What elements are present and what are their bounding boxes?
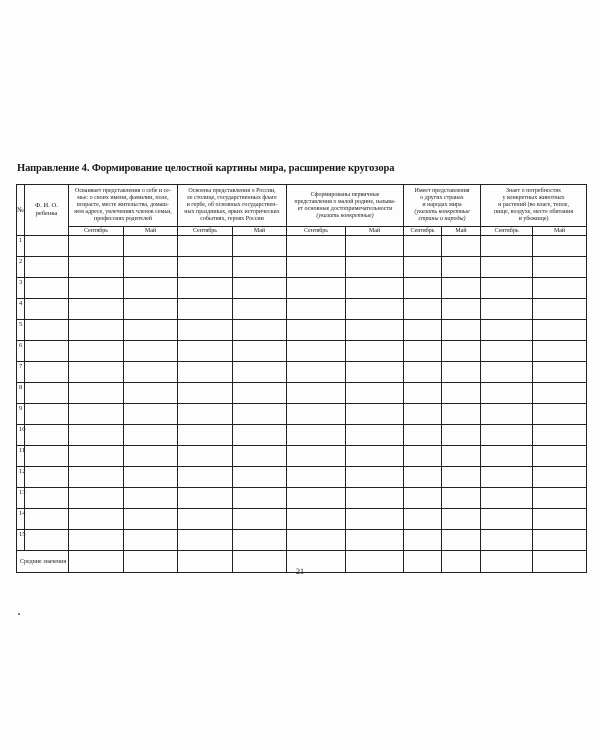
score-cell[interactable] <box>178 299 233 320</box>
table-row <box>17 236 587 257</box>
criterion-header-family: Осваивает представления о себе и се- мье: о своих имени, фамилии, поле, возрасте, месте жительства, домаш- нем адресе, увлечениях членов семьи, профессиях родителей <box>69 185 178 227</box>
score-cell[interactable] <box>178 278 233 299</box>
score-cell[interactable] <box>69 467 124 488</box>
score-cell[interactable] <box>346 362 404 383</box>
score-cell[interactable] <box>287 404 346 425</box>
score-cell[interactable] <box>346 320 404 341</box>
score-cell[interactable] <box>442 425 481 446</box>
score-cell[interactable] <box>287 383 346 404</box>
table-row <box>17 425 587 446</box>
table-row <box>17 341 587 362</box>
score-cell[interactable] <box>404 509 442 530</box>
period-header-may: Май <box>533 227 587 236</box>
score-cell[interactable] <box>481 299 533 320</box>
row-number: 10 <box>17 425 25 446</box>
table-row <box>17 320 587 341</box>
score-cell[interactable] <box>346 383 404 404</box>
score-cell[interactable] <box>69 320 124 341</box>
score-cell[interactable] <box>404 425 442 446</box>
row-number: 3 <box>17 278 25 299</box>
page-number: 21 <box>296 567 304 576</box>
score-cell[interactable] <box>178 320 233 341</box>
score-cell[interactable] <box>178 257 233 278</box>
score-cell[interactable] <box>124 257 178 278</box>
score-cell[interactable] <box>346 404 404 425</box>
score-cell[interactable] <box>346 341 404 362</box>
table-row <box>17 509 587 530</box>
score-cell[interactable] <box>178 446 233 467</box>
score-cell[interactable] <box>233 530 287 551</box>
period-header-may: Май <box>124 227 178 236</box>
score-cell[interactable] <box>69 509 124 530</box>
score-cell[interactable] <box>404 299 442 320</box>
score-cell[interactable] <box>533 509 587 530</box>
score-cell[interactable] <box>124 425 178 446</box>
table-row <box>17 530 587 551</box>
score-cell[interactable] <box>287 257 346 278</box>
score-cell[interactable] <box>404 530 442 551</box>
score-cell[interactable] <box>481 404 533 425</box>
scan-speck <box>18 613 20 615</box>
period-header-september: Сентябрь <box>69 227 124 236</box>
score-cell[interactable] <box>533 383 587 404</box>
score-cell[interactable] <box>69 257 124 278</box>
child-name-cell[interactable] <box>25 362 69 383</box>
score-cell[interactable] <box>481 341 533 362</box>
assessment-table <box>16 184 587 573</box>
score-cell[interactable] <box>124 404 178 425</box>
score-cell[interactable] <box>533 425 587 446</box>
score-cell[interactable] <box>178 530 233 551</box>
row-number: 4 <box>17 299 25 320</box>
score-cell[interactable] <box>124 488 178 509</box>
score-cell[interactable] <box>287 341 346 362</box>
row-number: 15 <box>17 530 25 551</box>
table-row <box>17 488 587 509</box>
row-number: 9 <box>17 404 25 425</box>
period-header-september: Сентябрь <box>481 227 533 236</box>
row-number: 11 <box>17 446 25 467</box>
score-cell[interactable] <box>346 278 404 299</box>
row-number: 2 <box>17 257 25 278</box>
criterion-header-nature: Знает о потребностях у конкретных животных и растений (во влаге, тепле, пище, воздухе, месте обитания и убежище) <box>481 185 587 227</box>
score-cell[interactable] <box>233 299 287 320</box>
score-cell[interactable] <box>69 236 124 257</box>
table-row <box>17 404 587 425</box>
child-name-cell[interactable] <box>25 236 69 257</box>
score-cell[interactable] <box>442 278 481 299</box>
child-name-cell[interactable] <box>25 467 69 488</box>
number-column-header: № <box>17 185 25 236</box>
score-cell[interactable] <box>69 425 124 446</box>
score-cell[interactable] <box>178 488 233 509</box>
score-cell[interactable] <box>404 236 442 257</box>
score-cell[interactable] <box>124 320 178 341</box>
score-cell[interactable] <box>178 467 233 488</box>
score-cell[interactable] <box>533 362 587 383</box>
score-cell[interactable] <box>481 488 533 509</box>
score-cell[interactable] <box>442 488 481 509</box>
child-name-cell[interactable] <box>25 446 69 467</box>
score-cell[interactable] <box>533 236 587 257</box>
score-cell[interactable] <box>124 236 178 257</box>
score-cell[interactable] <box>404 467 442 488</box>
score-cell[interactable] <box>481 467 533 488</box>
score-cell[interactable] <box>442 509 481 530</box>
score-cell[interactable] <box>442 530 481 551</box>
score-cell[interactable] <box>442 446 481 467</box>
score-cell[interactable] <box>124 530 178 551</box>
score-cell[interactable] <box>346 509 404 530</box>
score-cell[interactable] <box>233 509 287 530</box>
score-cell[interactable] <box>233 236 287 257</box>
row-number: 14 <box>17 509 25 530</box>
score-cell[interactable] <box>124 446 178 467</box>
score-cell[interactable] <box>481 320 533 341</box>
child-name-cell[interactable] <box>25 530 69 551</box>
child-name-cell[interactable] <box>25 278 69 299</box>
score-cell[interactable] <box>346 467 404 488</box>
score-cell[interactable] <box>124 341 178 362</box>
score-cell[interactable] <box>442 236 481 257</box>
score-cell[interactable] <box>442 467 481 488</box>
table-row <box>17 383 587 404</box>
score-cell[interactable] <box>533 299 587 320</box>
score-cell[interactable] <box>442 341 481 362</box>
period-header-may: Май <box>233 227 287 236</box>
score-cell[interactable] <box>481 236 533 257</box>
score-cell[interactable] <box>404 488 442 509</box>
score-cell[interactable] <box>178 341 233 362</box>
period-header-may: Май <box>442 227 481 236</box>
score-cell[interactable] <box>346 257 404 278</box>
score-cell[interactable] <box>346 446 404 467</box>
score-cell[interactable] <box>287 362 346 383</box>
score-cell[interactable] <box>233 383 287 404</box>
score-cell[interactable] <box>124 362 178 383</box>
score-cell[interactable] <box>69 299 124 320</box>
score-cell[interactable] <box>287 278 346 299</box>
row-number: 5 <box>17 320 25 341</box>
score-cell[interactable] <box>233 257 287 278</box>
score-cell[interactable] <box>533 467 587 488</box>
score-cell[interactable] <box>346 236 404 257</box>
name-column-header <box>25 185 69 236</box>
period-header-september: Сентябрь <box>404 227 442 236</box>
score-cell[interactable] <box>287 320 346 341</box>
score-cell[interactable] <box>287 425 346 446</box>
score-cell[interactable] <box>233 488 287 509</box>
score-cell[interactable] <box>124 467 178 488</box>
score-cell[interactable] <box>481 278 533 299</box>
score-cell[interactable] <box>69 383 124 404</box>
score-cell[interactable] <box>69 404 124 425</box>
child-name-cell[interactable] <box>25 425 69 446</box>
score-cell[interactable] <box>404 383 442 404</box>
score-cell[interactable] <box>178 236 233 257</box>
score-cell[interactable] <box>287 467 346 488</box>
table-row <box>17 257 587 278</box>
score-cell[interactable] <box>287 299 346 320</box>
score-cell[interactable] <box>233 278 287 299</box>
table-row <box>17 278 587 299</box>
table-row <box>17 467 587 488</box>
score-cell[interactable] <box>533 446 587 467</box>
score-cell[interactable] <box>69 446 124 467</box>
score-cell[interactable] <box>404 320 442 341</box>
score-cell[interactable] <box>481 383 533 404</box>
score-cell[interactable] <box>124 383 178 404</box>
child-name-cell[interactable] <box>25 404 69 425</box>
score-cell[interactable] <box>442 383 481 404</box>
score-cell[interactable] <box>533 278 587 299</box>
score-cell[interactable] <box>346 488 404 509</box>
period-header-september: Сентябрь <box>287 227 346 236</box>
row-number: 1 <box>17 236 25 257</box>
score-cell[interactable] <box>178 383 233 404</box>
criterion-header-world: Имеет представления о других странах и народах мира (указать конкретные страны и народы) <box>404 185 481 227</box>
table-row <box>17 446 587 467</box>
score-cell[interactable] <box>233 320 287 341</box>
score-cell[interactable] <box>442 362 481 383</box>
score-cell[interactable] <box>178 404 233 425</box>
child-name-cell[interactable] <box>25 488 69 509</box>
score-cell[interactable] <box>442 299 481 320</box>
score-cell[interactable] <box>404 341 442 362</box>
score-cell[interactable] <box>233 341 287 362</box>
section-heading: Направление 4. Формирование целостной картины мира, расширение кругозора <box>17 163 395 174</box>
score-cell[interactable] <box>533 530 587 551</box>
score-cell[interactable] <box>404 446 442 467</box>
child-name-cell[interactable] <box>25 383 69 404</box>
score-cell[interactable] <box>533 341 587 362</box>
score-cell[interactable] <box>404 362 442 383</box>
row-number: 7 <box>17 362 25 383</box>
score-cell[interactable] <box>178 425 233 446</box>
criterion-header-homeland: Сформированы первичные представления о малой родине, называ- ет основные достопримечательности (указать конкретные) <box>287 185 404 227</box>
score-cell[interactable] <box>69 488 124 509</box>
score-cell[interactable] <box>442 320 481 341</box>
score-cell[interactable] <box>346 425 404 446</box>
child-name-cell[interactable] <box>25 257 69 278</box>
score-cell[interactable] <box>442 257 481 278</box>
score-cell[interactable] <box>233 404 287 425</box>
period-header-september: Сентябрь <box>178 227 233 236</box>
score-cell[interactable] <box>533 257 587 278</box>
score-cell[interactable] <box>287 446 346 467</box>
score-cell[interactable] <box>346 299 404 320</box>
table-body <box>17 236 587 573</box>
score-cell[interactable] <box>533 320 587 341</box>
name-header-line1: Ф. И. О. <box>35 202 58 209</box>
score-cell[interactable] <box>287 488 346 509</box>
score-cell[interactable] <box>69 278 124 299</box>
score-cell[interactable] <box>481 425 533 446</box>
score-cell[interactable] <box>69 341 124 362</box>
score-cell[interactable] <box>481 530 533 551</box>
score-cell[interactable] <box>404 404 442 425</box>
score-cell[interactable] <box>69 362 124 383</box>
score-cell[interactable] <box>533 488 587 509</box>
score-cell[interactable] <box>481 509 533 530</box>
table-row <box>17 362 587 383</box>
score-cell[interactable] <box>233 446 287 467</box>
child-name-cell[interactable] <box>25 299 69 320</box>
score-cell[interactable] <box>481 257 533 278</box>
row-number: 8 <box>17 383 25 404</box>
table-row <box>17 299 587 320</box>
score-cell[interactable] <box>178 362 233 383</box>
score-cell[interactable] <box>481 446 533 467</box>
criterion-header-russia: Освоены представления о России, ее столице, государственных флаге и гербе, об основных государствен- ных праздниках, ярких исторических событиях, героях России <box>178 185 287 227</box>
score-cell[interactable] <box>287 530 346 551</box>
score-cell[interactable] <box>533 404 587 425</box>
score-cell[interactable] <box>178 509 233 530</box>
score-cell[interactable] <box>233 467 287 488</box>
score-cell[interactable] <box>287 236 346 257</box>
score-cell[interactable] <box>404 278 442 299</box>
score-cell[interactable] <box>69 530 124 551</box>
score-cell[interactable] <box>233 425 287 446</box>
score-cell[interactable] <box>346 530 404 551</box>
child-name-cell[interactable] <box>25 509 69 530</box>
score-cell[interactable] <box>481 362 533 383</box>
score-cell[interactable] <box>442 404 481 425</box>
score-cell[interactable] <box>124 509 178 530</box>
score-cell[interactable] <box>124 299 178 320</box>
row-number: 13 <box>17 488 25 509</box>
score-cell[interactable] <box>404 257 442 278</box>
child-name-cell[interactable] <box>25 320 69 341</box>
row-number: 6 <box>17 341 25 362</box>
child-name-cell[interactable] <box>25 341 69 362</box>
score-cell[interactable] <box>124 278 178 299</box>
score-cell[interactable] <box>287 509 346 530</box>
average-label: Средние значения <box>17 551 69 573</box>
period-header-may: Май <box>346 227 404 236</box>
score-cell[interactable] <box>233 362 287 383</box>
row-number: 12 <box>17 467 25 488</box>
name-header-line2: ребенка <box>35 210 58 217</box>
